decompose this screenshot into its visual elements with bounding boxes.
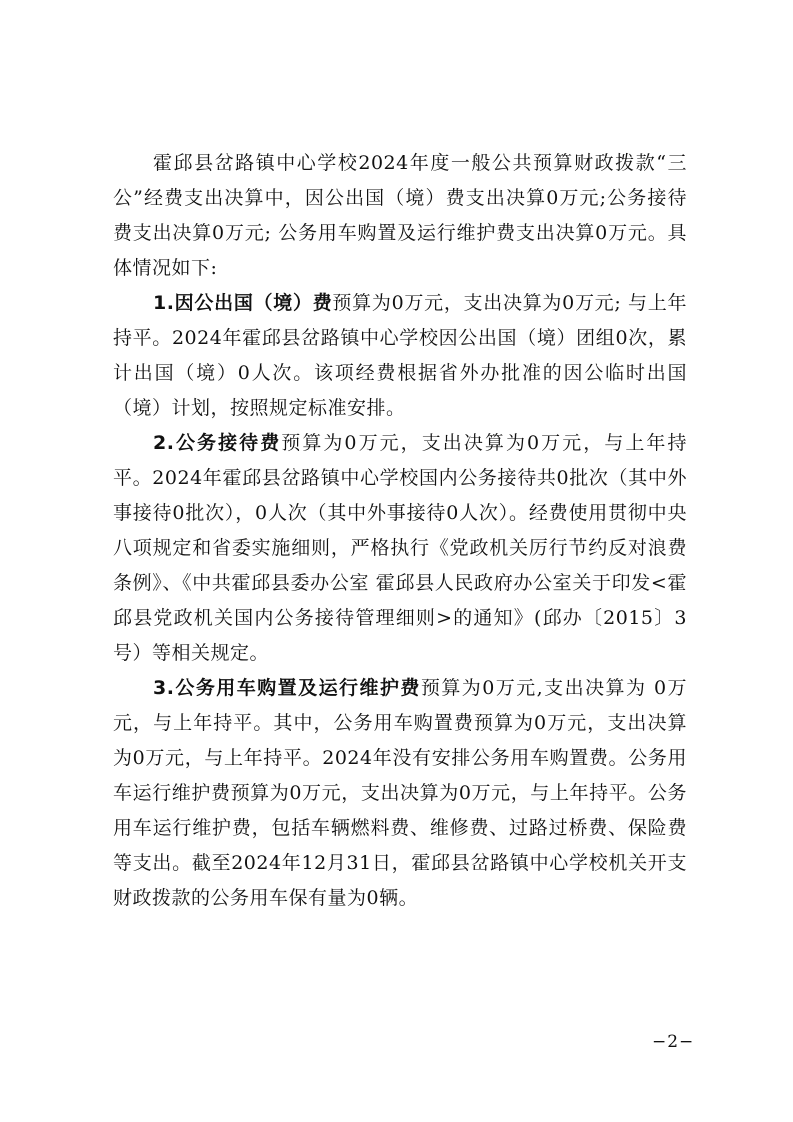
paragraph-official-vehicles-text: 预算为0万元,支出决算为 0万元，与上年持平。其中，公务用车购置费预算为0万元，支出决算为0万元，与上年持平。2024年没有安排公务用车购置费。公务用车运行维护费预算为0万元，支出决算为0万元，与上年持平。公务用车运行维护费，包括车辆燃料费、维修费、过路过桥费、保险费等支出。截至2024年12月31日，霍邱县岔路镇中心学校机关开支财政拨款的公务用车保有量为0辆。 [113,677,687,909]
paragraph-intro [113,146,687,286]
paragraph-overseas-travel-heading: 1.因公出国（境）费 [153,292,333,314]
paragraph-official-reception [113,426,687,671]
paragraph-official-vehicles-heading: 3.公务用车购置及运行维护费 [153,677,421,699]
paragraph-official-reception-text: 预算为0万元，支出决算为0万元，与上年持平。2024年霍邱县岔路镇中心学校国内公务接待共0批次（其中外事接待0批次），0人次（其中外事接待0人次）。经费使用贯彻中央八项规定和省委实施细则，严格执行《党政机关厉行节约反对浪费条例》、《中共霍邱县委办公室 霍邱县人民政府办公室关于印发<霍邱县党政机关国内公务接待管理细则>的通知》(邱办〔2015〕3号）等相关规定。 [113,432,687,664]
paragraph-overseas-travel [113,286,687,426]
paragraph-overseas-travel-text: 预算为0万元，支出决算为0万元; 与上年持平。2024年霍邱县岔路镇中心学校因公出国（境）团组0次，累计出国（境）0人次。该项经费根据省外办批准的因公临时出国（境）计划，按照规定标准安排。 [113,292,687,419]
paragraph-official-vehicles [113,671,687,916]
paragraph-official-reception-heading: 2.公务接待费 [153,432,282,454]
page-number: −2− [652,1032,695,1052]
paragraph-intro-text: 霍邱县岔路镇中心学校2024年度一般公共预算财政拨款“三公”经费支出决算中，因公出国（境）费支出决算0万元;公务接待费支出决算0万元; 公务用车购置及运行维护费支出决算0万元。具体情况如下: [113,152,687,279]
document-body [113,146,687,916]
